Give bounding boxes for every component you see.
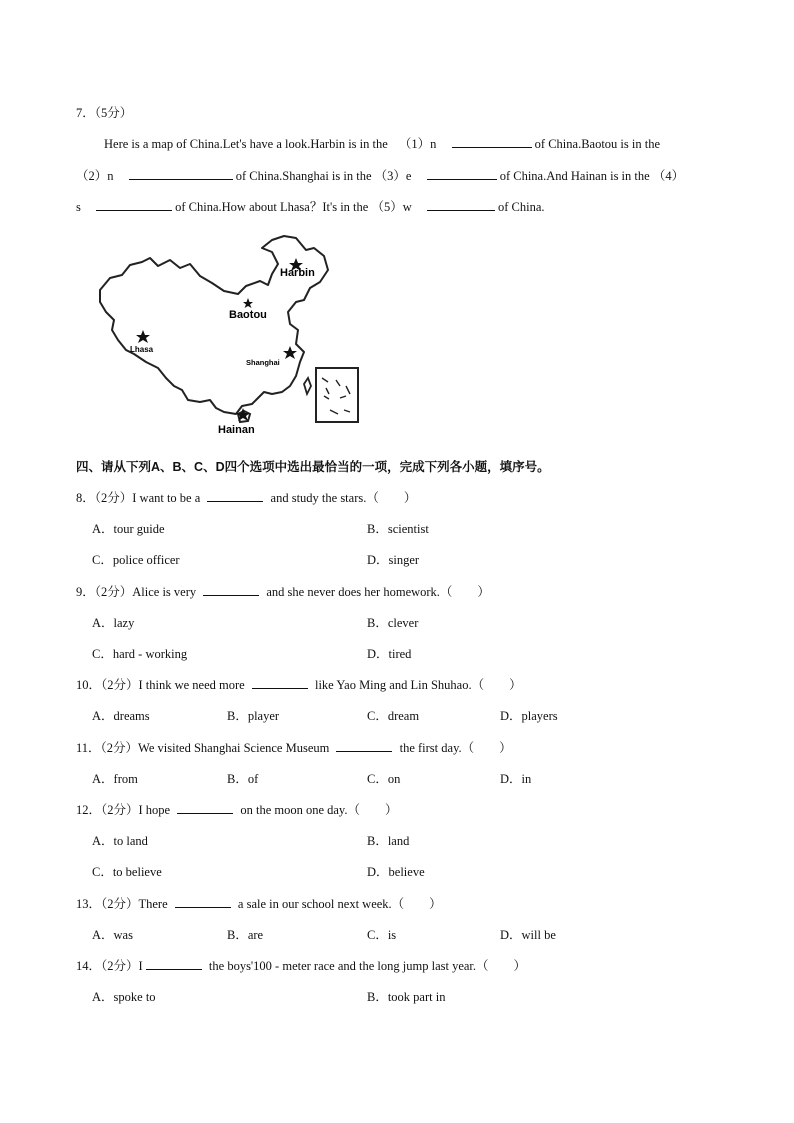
question-stem-text: and study the stars.（ ） [270,491,417,505]
q7-text: of China.How about Lhasa？It's in the [175,200,369,214]
inset-islands [322,378,350,414]
q7-text: of China.Shanghai is in the [235,169,372,183]
q7-blank-1[interactable] [452,136,532,148]
answer-blank[interactable] [146,958,202,970]
map-label-shanghai: Shanghai [246,358,280,367]
option-d[interactable]: D．players [500,709,558,723]
q7-blank-3[interactable] [427,168,497,180]
question-stem-text: like Yao Ming and Lin Shuhao.（ ） [314,678,522,692]
option-a[interactable]: A．was [92,928,133,942]
question-stem-text: 13．（2分）There [76,897,168,911]
option-a[interactable]: A．tour guide [92,522,165,536]
answer-blank[interactable] [207,490,263,502]
question-stem-text: 9．（2分）Alice is very [76,585,197,599]
q7-line-2 [76,166,684,184]
q7-hint-4: （4） [652,169,685,183]
q7-header: 7．（5分） [76,106,133,120]
option-b[interactable]: B．clever [367,616,419,630]
question-stem-text: 11．（2分）We visited Shanghai Science Museum [76,741,330,755]
map-label-baotou: Baotou [229,309,267,321]
option-a[interactable]: A．spoke to [92,990,156,1004]
option-a[interactable]: A．from [92,772,138,786]
question-stem-text: a sale in our school next week.（ ） [237,897,442,911]
taiwan-island [304,378,311,394]
map-label-harbin: Harbin [280,267,315,279]
map-label-hainan: Hainan [218,424,255,436]
option-c[interactable]: C．on [367,772,401,786]
q7-line-1 [104,134,660,152]
question-stem-text: 8．（2分）I want to be a [76,491,201,505]
q7-blank-2[interactable] [129,168,233,180]
question-9-stem [76,582,490,600]
option-b[interactable]: B．are [227,928,264,942]
option-c[interactable]: C．is [367,928,397,942]
option-b[interactable]: B．scientist [367,522,429,536]
question-11-stem [76,738,512,756]
question-10-stem [76,675,522,693]
option-c[interactable]: C．hard - working [92,647,188,661]
q7-hint-5: （5）w [371,200,412,214]
answer-blank[interactable] [203,584,259,596]
q7-text: of China. [497,200,545,214]
answer-blank[interactable] [252,677,308,689]
answer-blank[interactable] [177,802,233,814]
q7-hint-4b: s [76,200,81,214]
star-icon [243,298,253,308]
question-8-stem [76,488,416,506]
question-stem-text: 14．（2分）I [76,959,143,973]
option-c[interactable]: C．police officer [92,553,180,567]
question-stem-text: the boys'100 - meter race and the long jump last year.（ ） [208,959,527,973]
option-b[interactable]: B．of [227,772,259,786]
question-12-stem [76,800,398,818]
star-icon [136,330,150,343]
option-b[interactable]: B．took part in [367,990,446,1004]
question-14-stem [76,956,526,974]
option-d[interactable]: D．believe [367,865,425,879]
option-c[interactable]: C．to believe [92,865,162,879]
option-a[interactable]: A．to land [92,834,148,848]
q7-blank-4[interactable] [96,199,172,211]
option-a[interactable]: A．dreams [92,709,150,723]
answer-blank[interactable] [336,740,392,752]
option-d[interactable]: D．will be [500,928,556,942]
option-b[interactable]: B．player [227,709,280,723]
option-d[interactable]: D．tired [367,647,412,661]
option-c[interactable]: C．dream [367,709,420,723]
question-13-stem [76,894,442,912]
answer-blank[interactable] [175,896,231,908]
q7-text: Here is a map of China.Let's have a look.Harbin is in the [104,137,388,151]
option-b[interactable]: B．land [367,834,410,848]
q7-blank-5[interactable] [427,199,495,211]
q7-hint-1: （1）n [398,137,437,151]
question-stem-text: 12．（2分）I hope [76,803,171,817]
q7-hint-3: （3）e [374,169,412,183]
section-4-title: 四、请从下列A、B、C、D四个选项中选出最恰当的一项，完成下列各小题，填序号。 [76,460,550,474]
china-map [92,228,364,440]
question-stem-text: the first day.（ ） [399,741,512,755]
question-stem-text: 10．（2分）I think we need more [76,678,245,692]
china-outline [100,236,328,414]
star-icon [283,346,297,359]
q7-text: of China.Baotou is in the [534,137,661,151]
q7-text: of China.And Hainan is in the [499,169,650,183]
question-stem-text: and she never does her homework.（ ） [266,585,490,599]
question-stem-text: on the moon one day.（ ） [240,803,398,817]
q7-line-3 [76,197,545,215]
option-d[interactable]: D．singer [367,553,420,567]
option-a[interactable]: A．lazy [92,616,135,630]
option-d[interactable]: D．in [500,772,532,786]
q7-hint-2: （2）n [76,169,114,183]
map-label-lhasa: Lhasa [130,345,154,354]
